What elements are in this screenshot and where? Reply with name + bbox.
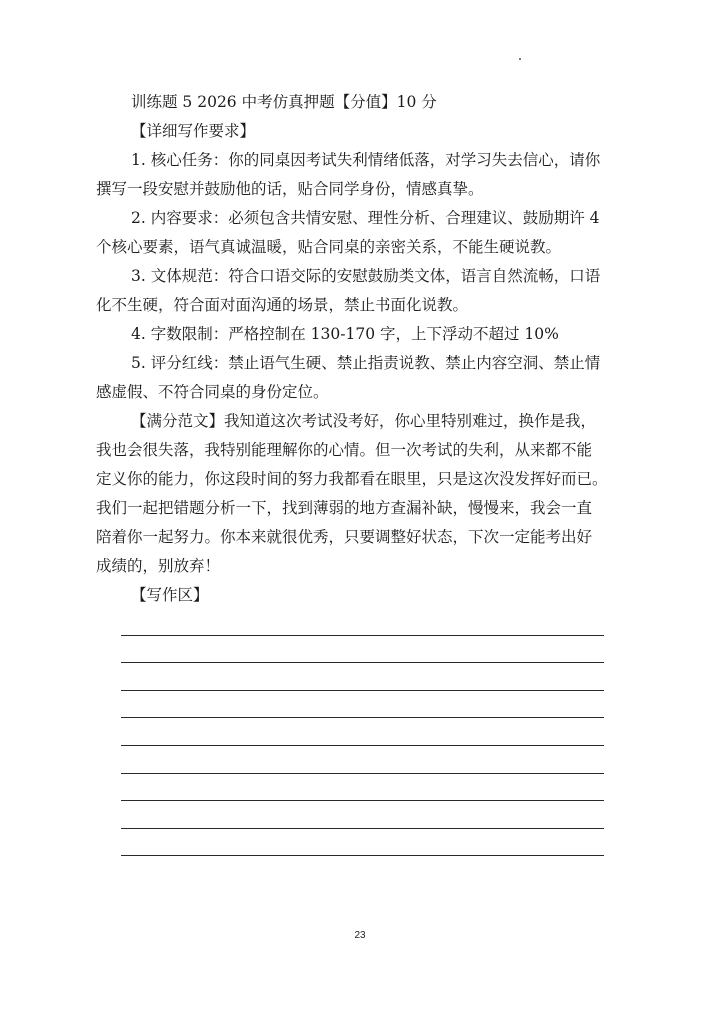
writing-line xyxy=(121,746,604,774)
sample-line: 陪着你一起努力。你本来就很优秀，只要调整好状态，下次一定能考出好 xyxy=(96,528,593,546)
requirements-list xyxy=(96,146,628,407)
writing-line xyxy=(121,691,604,719)
writing-line xyxy=(121,663,604,691)
corner-dot xyxy=(519,58,521,60)
requirement-line: 化不生硬，符合面对面沟通的场景，禁止书面化说教。 xyxy=(96,296,469,314)
writing-area xyxy=(121,608,604,856)
sample-line: 我们一起把错题分析一下，找到薄弱的地方查漏补缺，慢慢来，我会一直 xyxy=(96,499,593,517)
requirement-line: 4. 字数限制：严格控制在 130-170 字，上下浮动不超过 10% xyxy=(131,325,559,343)
writing-line xyxy=(121,636,604,664)
page-number: 23 xyxy=(354,930,366,941)
writing-line xyxy=(121,774,604,802)
main-content xyxy=(96,88,628,610)
requirement-line: 感虚假、不符合同桌的身份定位。 xyxy=(96,383,329,401)
writing-line xyxy=(121,608,604,636)
writing-line xyxy=(121,801,604,829)
sample-line: 我也会很失落，我特别能理解你的心情。但一次考试的失利，从来都不能 xyxy=(96,441,593,459)
sample-line: 【满分范文】我知道这次考试没考好，你心里特别难过，换作是我， xyxy=(131,412,597,430)
exercise-title: 训练题 5 2026 中考仿真押题【分值】10 分 xyxy=(131,93,437,111)
writing-line xyxy=(121,718,604,746)
writing-area-heading: 【写作区】 xyxy=(131,586,209,604)
requirement-line: 5. 评分红线：禁止语气生硬、禁止指责说教、禁止内容空洞、禁止情 xyxy=(131,354,601,372)
requirement-line: 个核心要素，语气真诚温暖，贴合同桌的亲密关系，不能生硬说教。 xyxy=(96,238,562,256)
requirement-line: 2. 内容要求：必须包含共情安慰、理性分析、合理建议、鼓励期许 4 xyxy=(131,209,600,227)
sample-line: 成绩的，别放弃！ xyxy=(96,557,221,575)
requirements-heading: 【详细写作要求】 xyxy=(131,122,256,140)
requirement-line: 1. 核心任务：你的同桌因考试失利情绪低落，对学习失去信心，请你 xyxy=(131,151,601,169)
sample-essay xyxy=(96,407,628,581)
requirement-line: 撰写一段安慰并鼓励他的话，贴合同学身份，情感真挚。 xyxy=(96,180,484,198)
requirement-line: 3. 文体规范：符合口语交际的安慰鼓励类文体，语言自然流畅，口语 xyxy=(131,267,601,285)
writing-line xyxy=(121,829,604,857)
sample-line: 定义你的能力，你这段时间的努力我都看在眼里，只是这次没发挥好而已。 xyxy=(96,470,608,488)
